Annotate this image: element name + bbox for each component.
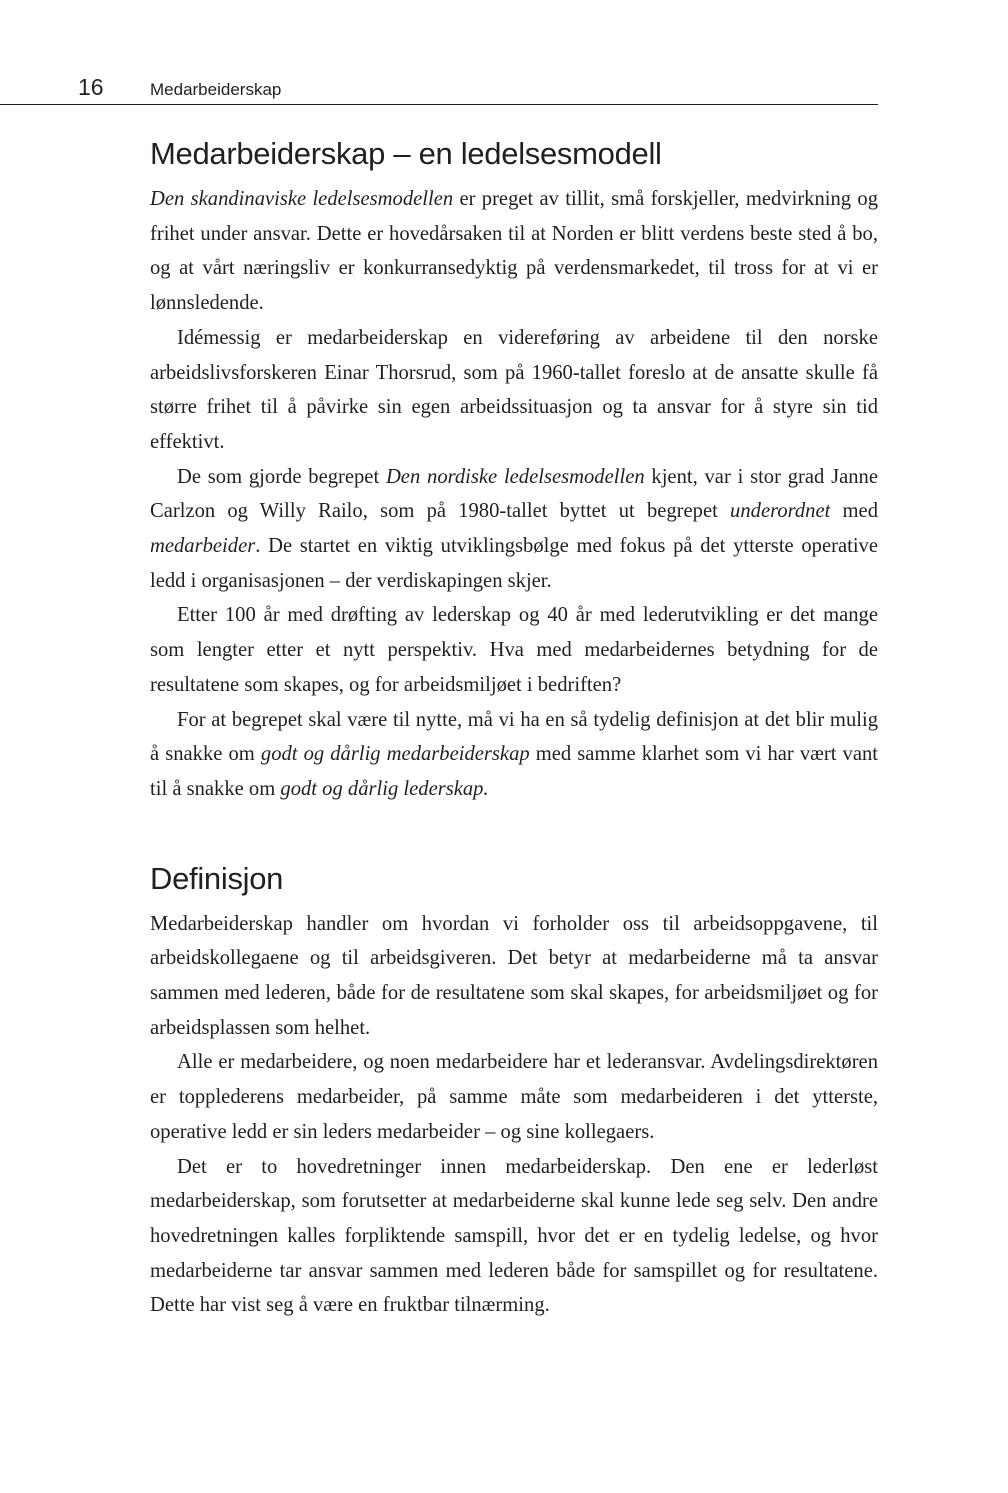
body-paragraph <box>150 1150 878 1324</box>
italic-text: godt og dårlig medarbeiderskap <box>260 743 530 766</box>
italic-text: underordnet <box>730 500 831 523</box>
italic-text: medarbeider <box>150 535 256 558</box>
running-title: Medarbeiderskap <box>150 80 282 99</box>
text-run: Idémessig er medarbeiderskap en videreføring av arbeidene til den norske arbeidslivsforskeren Einar Thorsrud, som på 1960-tallet foreslo at de ansatte skulle få større frihet til å påvirke sin egen arbeidssituasjon og ta ansvar for å styre sin tid effektivt. <box>150 326 878 453</box>
text-run: Det er to hovedretninger innen medarbeiderskap. Den ene er lederløst medarbeiderskap, som forutsetter at medarbeiderne skal kunne lede seg selv. Den andre hovedretningen kalles forpliktende samspill, hvor det er en tydelig ledelse, og hvor medarbeiderne tar ansvar sammen med lederen både for samspillet og for resultatene. Dette har vist seg å være en fruktbar tilnærming. <box>150 1155 878 1317</box>
running-header <box>0 74 878 105</box>
body-paragraph <box>150 1045 878 1149</box>
italic-text: godt og dårlig lederskap. <box>280 777 489 800</box>
text-run: . De startet en viktig utviklingsbølge med fokus på det ytterste operative ledd i organisasjonen – der verdiskapingen skjer. <box>150 535 878 592</box>
italic-text: Den skandinaviske ledelsesmodellen <box>150 188 454 210</box>
body-paragraph <box>150 907 878 1046</box>
body-paragraph <box>150 598 878 702</box>
text-run: De som gjorde begrepet <box>177 465 386 488</box>
body-paragraph <box>150 703 878 807</box>
body-paragraph <box>150 182 878 321</box>
text-run: er preget av tillit, små forskjeller, medvirkning og frihet under ansvar. Dette er hovedårsaken til at Norden er blitt verdens beste sted å bo, og at vårt næringsliv er konkurransedyktig på verdensmarkedet, til tross for at vi er lønnsledende. <box>150 188 878 315</box>
section-heading: Definisjon <box>150 860 284 896</box>
text-column <box>150 132 878 1323</box>
text-run: Etter 100 år med drøfting av lederskap og 40 år med lederutvikling er det mange som lengter etter et nytt perspektiv. Hva med medarbeidernes betydning for de resultatene som skapes, og for arbeidsmiljøet i bedriften? <box>150 604 878 696</box>
page-number: 16 <box>78 74 104 100</box>
text-run: For at begrepet skal være til nytte, må vi ha en så tydelig definisjon at det blir mulig å snakke om <box>150 708 878 766</box>
body-paragraph <box>150 321 878 460</box>
text-run: kjent, var i stor grad Janne Carlzon og Willy Railo, som på 1980-tallet byttet ut begrepet <box>150 465 878 523</box>
text-run: Medarbeiderskap handler om hvordan vi forholder oss til arbeidsoppgavene, til arbeidskollegaene og til arbeidsgiveren. Det betyr at medarbeiderne må ta ansvar sammen med lederen, både for de resultatene som skal skapes, for arbeidsmiljøet og for arbeidsplassen som helhet. <box>150 912 878 1039</box>
italic-text: Den nordiske ledelsesmodellen <box>385 465 645 488</box>
text-run: Alle er medarbeidere, og noen medarbeidere har et lederansvar. Avdelingsdirektøren er topplederens medarbeider, på samme måte som medarbeideren i det ytterste, operative ledd er sin leders medarbeider – og sine kollegaers. <box>150 1051 878 1143</box>
section-heading: Medarbeiderskap – en ledelsesmodell <box>150 136 662 171</box>
body-paragraph <box>150 460 878 599</box>
text-run: med samme klarhet som vi har vært vant til å snakke om <box>150 743 878 800</box>
text-run: med <box>830 500 878 523</box>
